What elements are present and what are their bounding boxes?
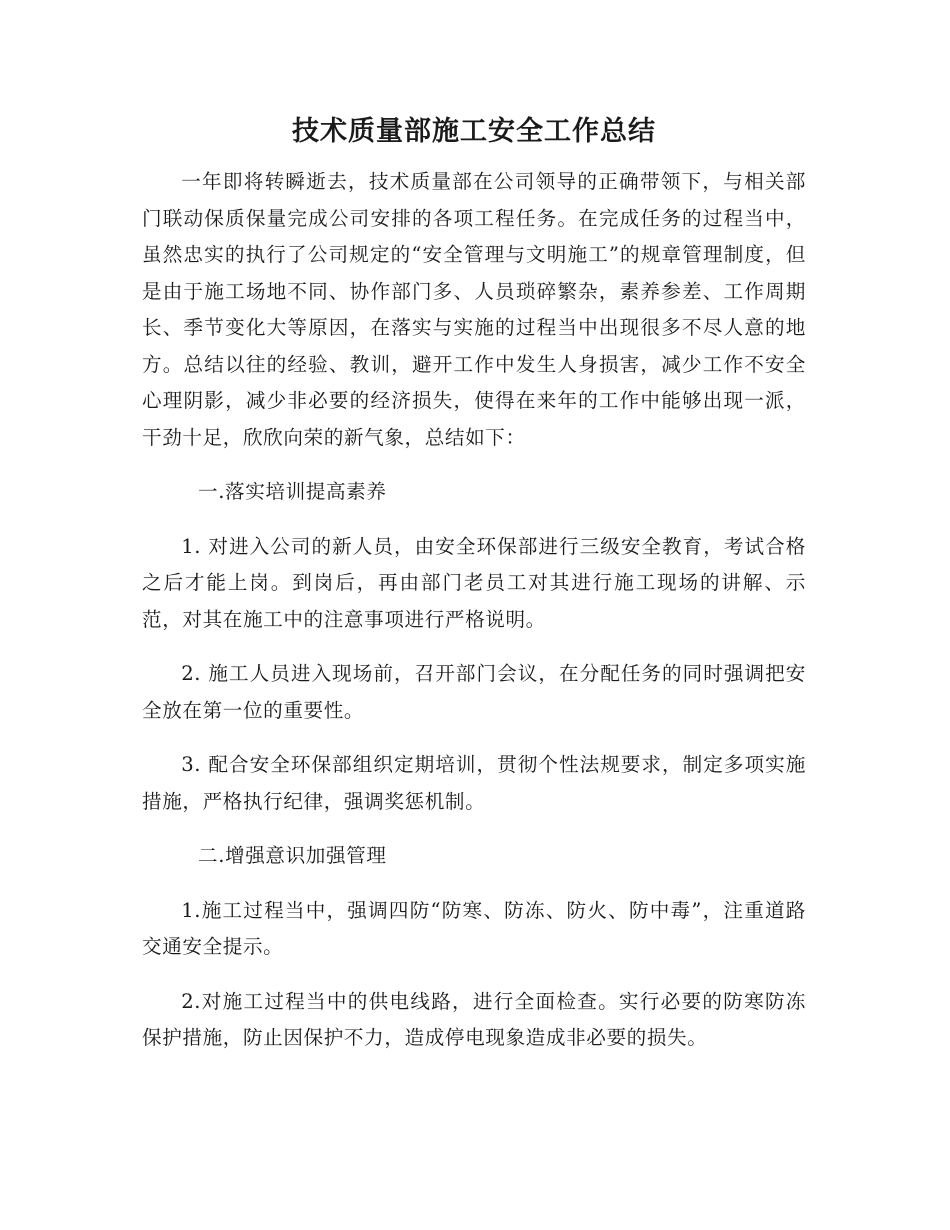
intro-paragraph: 一年即将转瞬逝去，技术质量部在公司领导的正确带领下，与相关部门联动保质保量完成公司安排的各项工程任务。在完成任务的过程当中，虽然忠实的执行了公司规定的“安全管理与文明施工”的规章管理制度，但是由于施工场地不同、协作部门多、人员琐碎繁杂，素养参差、工作周期长、季节变化大等原因，在落实与实施的过程当中出现很多不尽人意的地方。总结以往的经验、教训，避开工作中发生人身损害，减少工作不安全心理阴影，减少非必要的经济损失，使得在来年的工作中能够出现一派，干劲十足，欣欣向荣的新气象，总结如下： [142, 170, 806, 449]
document-title: 技术质量部施工安全工作总结 [292, 116, 656, 147]
section-1-item-3: 3. 配合安全环保部组织定期培训，贯彻个性法规要求，制定多项实施措施，严格执行纪律，强调奖惩机制。 [142, 753, 806, 813]
section-1-item-2: 2. 施工人员进入现场前，召开部门会议，在分配任务的同时强调把安全放在第一位的重要性。 [142, 662, 806, 722]
section-1-item-1: 1. 对进入公司的新人员，由安全环保部进行三级安全教育，考试合格之后才能上岗。到岗后，再由部门老员工对其进行施工现场的讲解、示范，对其在施工中的注意事项进行严格说明。 [142, 534, 806, 631]
section-2-item-2: 2.对施工过程当中的供电线路，进行全面检查。实行必要的防寒防冻保护措施，防止因保护不力，造成停电现象造成非必要的损失。 [142, 989, 806, 1049]
section-1-heading: 一.落实培训提高素养 [198, 480, 387, 503]
section-2-item-1: 1.施工过程当中，强调四防“防寒、防冻、防火、防中毒”，注重道路交通安全提示。 [142, 898, 806, 958]
section-2-heading: 二.增强意识加强管理 [198, 844, 387, 867]
document-page [142, 110, 806, 1057]
